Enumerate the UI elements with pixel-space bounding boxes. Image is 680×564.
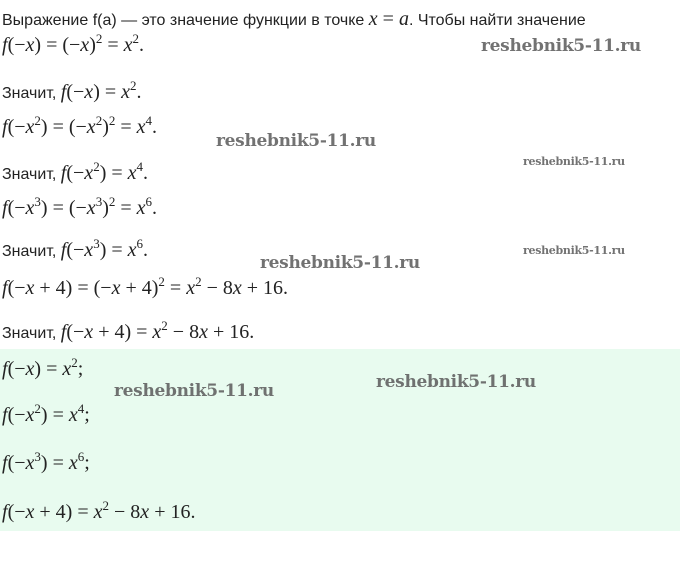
step2-equation: $f(-x^2) = (-x^2)^2 = x^4$. (2, 113, 158, 138)
step4-conclusion (2, 318, 255, 344)
step1-conclusion (2, 78, 142, 104)
answer-line-4: $f(-x + 4) = x^2 - 8x + 16$. (2, 498, 196, 523)
intro-line (2, 9, 586, 31)
watermark: reshebnik5-11.ru (260, 253, 420, 273)
watermark: reshebnik5-11.ru (523, 244, 625, 257)
step2-conclusion (2, 159, 149, 185)
watermark: reshebnik5-11.ru (481, 36, 641, 56)
step3-conclusion-prefix: Значит, (2, 243, 57, 260)
answer-line-3: $f(-x^3) = x^6$; (2, 449, 90, 474)
intro-tail: . Чтобы найти значение (408, 12, 586, 29)
step1-conclusion-prefix: Значит, (2, 85, 57, 102)
step2-conclusion-math: $f(-x^2) = x^4$. (60, 159, 149, 184)
answer-line-2: $f(-x^2) = x^4$; (2, 401, 90, 426)
intro-text: Выражение f(a) — это значение функции в точке (2, 12, 365, 29)
watermark: reshebnik5-11.ru (114, 381, 274, 401)
step3-conclusion (2, 236, 149, 262)
step2-conclusion-prefix: Значит, (2, 166, 57, 183)
step1-conclusion-math: $f(-x) = x^2$. (60, 78, 142, 103)
step4-conclusion-math: $f(-x + 4) = x^2 - 8x + 16$. (60, 318, 255, 343)
step3-conclusion-math: $f(-x^3) = x^6$. (60, 236, 149, 261)
intro-math: x = a (368, 8, 409, 30)
step4-equation: $f(-x + 4) = (-x + 4)^2 = x^2 - 8x + 16$. (2, 274, 289, 299)
step1-equation: $f(-x) = (-x)^2 = x^2$. (2, 31, 145, 56)
watermark: reshebnik5-11.ru (376, 372, 536, 392)
answer-line-1: $f(-x) = x^2$; (2, 355, 84, 380)
step3-equation: $f(-x^3) = (-x^3)^2 = x^6$. (2, 194, 158, 219)
watermark: reshebnik5-11.ru (523, 155, 625, 168)
step4-conclusion-prefix: Значит, (2, 325, 57, 342)
watermark: reshebnik5-11.ru (216, 131, 376, 151)
